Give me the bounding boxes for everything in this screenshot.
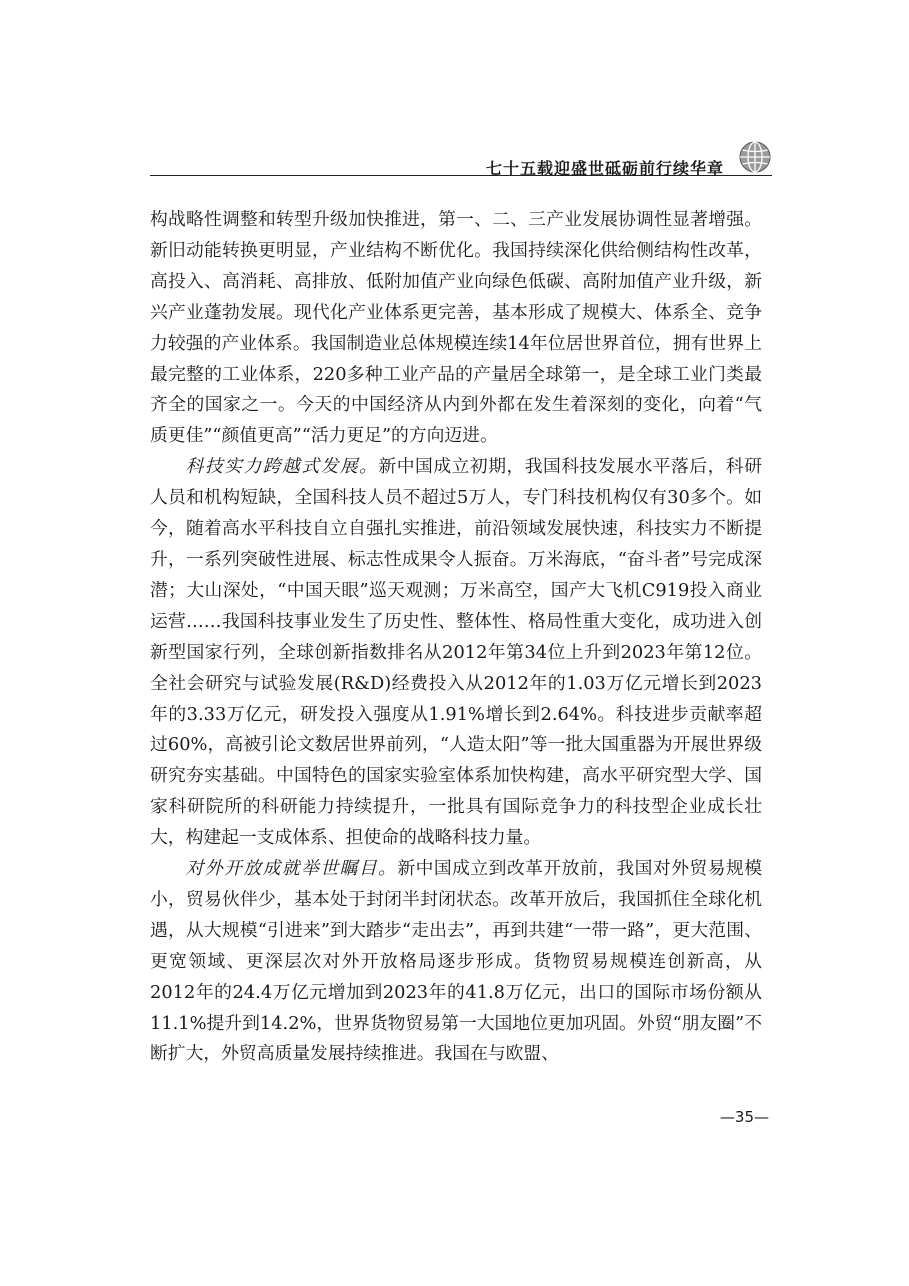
paragraph-technology-lead: 科技实力跨越式发展。 bbox=[185, 456, 379, 478]
paragraph-opening-up-lead: 对外开放成就举世瞩目。 bbox=[185, 858, 398, 880]
paragraph-opening-up-text: 新中国成立到改革开放前，我国对外贸易规模小，贸易伙伴少，基本处于封闭半封闭状态。改革开放后，我国抓住全球化机遇，从大规模“引进来”到大踏步“走出去”，再到共建“一带一路”，更大范围、更宽领域、更深层次对外开放格局逐步形成。货物贸易规模连创新高，从2012年的24.4万亿元增加到2023年的41.8万亿元，出口的国际市场份额从11.1%提升到14.2%，世界货物贸易第一大国地位更加巩固。外贸“朋友圈”不断扩大，外贸高质量发展持续推进。我国在与欧盟、 bbox=[150, 858, 762, 1065]
paragraph-technology-text: 新中国成立初期，我国科技发展水平落后，科研人员和机构短缺，全国科技人员不超过5万人，专门科技机构仅有30多个。如今，随着高水平科技自立自强扎实推进，前沿领域发展快速，科技实力不断提升，一系列突破性进展、标志性成果令人振奋。万米海底，“奋斗者”号完成深潜；大山深处，“中国天眼”巡天观测；万米高空，国产大飞机C919投入商业运营……我国科技事业发生了历史性、整体性、格局性重大变化，成功进入创新型国家行列，全球创新指数排名从2012年第34位上升到2023年第12位。全社会研究与试验发展(R&D)经费投入从2012年的1.03万亿元增长到2023年的3.33万亿元，研发投入强度从1.91%增长到2.64%。科技进步贡献率超过60%，高被引论文数居世界前列，“人造太阳”等一批大国重器为开展世界级研究夯实基础。中国特色的国家实验室体系加快构建，高水平研究型大学、国家科研院所的科研能力持续提升，一批具有国际竞争力的科技型企业成长壮大，构建起一支成体系、担使命的战略科技力量。 bbox=[150, 456, 762, 849]
globe-icon bbox=[738, 140, 772, 174]
running-header-title: 七十五载迎盛世砥砺前行续华章 bbox=[485, 159, 724, 178]
page-number: —35— bbox=[719, 1108, 769, 1126]
paragraph-industry bbox=[150, 205, 762, 452]
body-text bbox=[150, 205, 762, 1070]
paragraph-technology bbox=[150, 452, 762, 854]
paragraph-opening-up bbox=[150, 854, 762, 1070]
paragraph-industry-text: 构战略性调整和转型升级加快推进，第一、二、三产业发展协调性显著增强。新旧动能转换更明显，产业结构不断优化。我国持续深化供给侧结构性改革，高投入、高消耗、高排放、低附加值产业向绿色低碳、高附加值产业升级，新兴产业蓬勃发展。现代化产业体系更完善，基本形成了规模大、体系全、竞争力较强的产业体系。我国制造业总体规模连续14年位居世界首位，拥有世界上最完整的工业体系，220多种工业产品的产量居全球第一，是全球工业门类最齐全的国家之一。今天的中国经济从内到外都在发生着深刻的变化，向着“气质更佳”“颜值更高”“活力更足”的方向迈进。 bbox=[150, 209, 762, 447]
running-header bbox=[150, 140, 772, 176]
header-divider bbox=[150, 175, 772, 176]
